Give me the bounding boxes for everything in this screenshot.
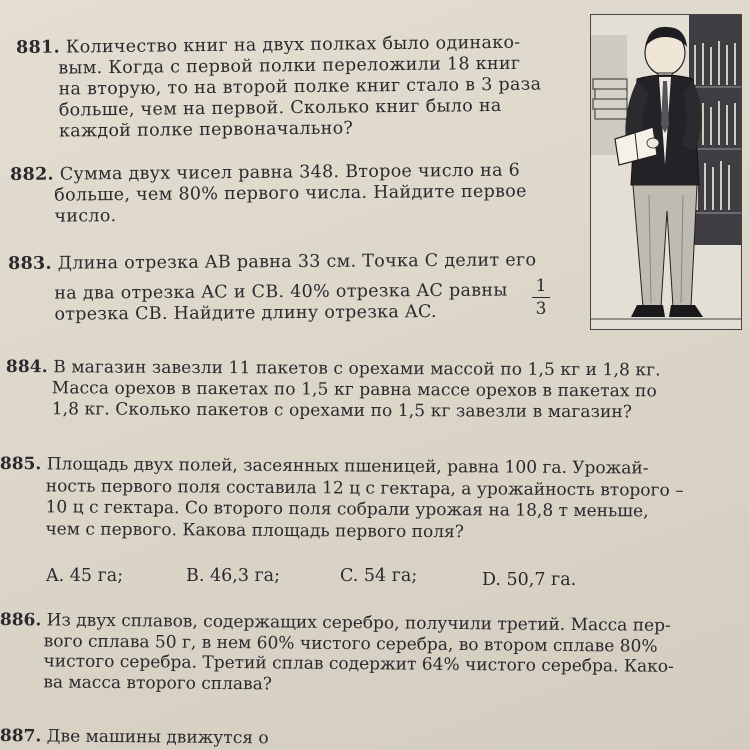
problem-883 — [8, 250, 537, 326]
problem-number: 885. — [0, 454, 42, 475]
problem-number: 881. — [16, 37, 61, 58]
problem-number: 883. — [8, 253, 52, 274]
problem-number: 882. — [10, 164, 55, 185]
reading-boy-illustration — [590, 14, 742, 330]
problem-number: 886. — [0, 610, 42, 631]
problem-text-line: чем с первого. Какова площадь первого поля? — [45, 518, 464, 542]
problem-text-line: каждой полке первоначально? — [58, 118, 354, 142]
problem-text-line: вым. Когда с первой полки переложили 18 книг — [58, 53, 521, 79]
problem-number: 884. — [5, 357, 48, 378]
problem-number: 887. — [0, 726, 42, 747]
problem-text-line: Из двух сплавов, содержащих серебро, получили третий. Масса пер- — [46, 610, 671, 636]
fraction-denominator: 3 — [535, 299, 547, 319]
problem-882 — [10, 160, 527, 228]
problem-text-line: на два отрезка AC и CB. 40% отрезка AC равны — [54, 280, 508, 304]
problem-881 — [16, 33, 542, 143]
fraction-bar — [532, 297, 550, 298]
answer-option-d: D. 50,7 га. — [482, 570, 577, 590]
problem-text-line: Масса орехов в пакетах по 1,5 кг равна массе орехов в пакетах по — [51, 378, 657, 402]
problem-text-line: Количество книг на двух полках было одинако- — [65, 32, 521, 58]
problem-text-line: число. — [54, 206, 117, 227]
problem-text-line: Длина отрезка AB равна 33 см. Точка C делит его — [57, 250, 537, 274]
problem-text-line: В магазин завезли 11 пакетов с орехами массой по 1,5 кг и 1,8 кг. — [53, 357, 661, 381]
problem-text-line: ность первого поля составила 12 ц с гектара, а урожайность второго – — [45, 475, 684, 501]
problem-text-line: Площадь двух полей, засеянных пшеницей, равна 100 га. Урожай- — [46, 454, 649, 479]
boy-with-book-image — [591, 15, 741, 329]
answer-option-a: A. 45 га; — [46, 566, 124, 586]
problem-text-line: чистого серебра. Третий сплав содержит 64% чистого серебра. Како- — [43, 651, 674, 677]
answer-option-c: C. 54 га; — [340, 566, 418, 586]
problem-886 — [0, 610, 674, 698]
problem-text-line: больше, чем на первой. Сколько книг было на — [58, 95, 502, 121]
fraction-one-third — [532, 276, 550, 319]
problem-text-line: 10 ц с гектара. Со второго поля собрали урожая на 18,8 т меньше, — [45, 497, 649, 522]
problem-text-line: Сумма двух чисел равна 348. Второе число на 6 — [59, 160, 521, 185]
problem-text-line: Две машины движутся о — [46, 726, 269, 749]
problem-text-line: вого сплава 50 г, в нем 60% чистого серебра, во втором сплаве 80% — [43, 630, 658, 657]
answer-option-b: B. 46,3 га; — [186, 566, 281, 586]
fraction-numerator: 1 — [535, 276, 547, 296]
problem-884 — [6, 357, 661, 423]
problem-text-line: больше, чем 80% первого числа. Найдите первое — [54, 181, 527, 206]
problem-text-line: 1,8 кг. Сколько пакетов с орехами по 1,5 кг завезли в магазин? — [51, 399, 633, 423]
problem-text-line: на вторую, то на второй полке книг стало в 3 раза — [58, 74, 542, 100]
problem-text-line: ва масса второго сплава? — [43, 671, 272, 694]
problem-885 — [0, 454, 684, 545]
problem-887 — [0, 726, 269, 749]
problem-text-line: отрезка CB. Найдите длину отрезка AC. — [54, 302, 437, 325]
